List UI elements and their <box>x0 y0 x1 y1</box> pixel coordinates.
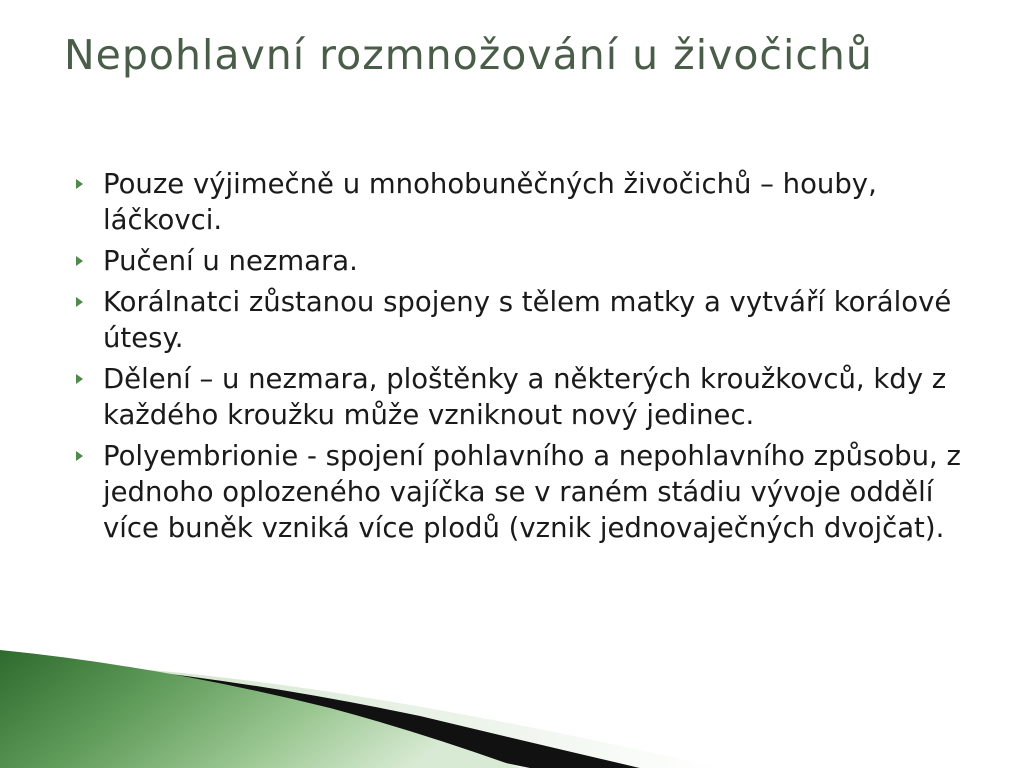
slide-title: Nepohlavní rozmnožování u živočichů <box>64 31 873 79</box>
bullet-arrow-icon <box>76 256 83 266</box>
bullet-text: Korálnatci zůstanou spojeny s tělem matky a vytváří korálové útesy. <box>103 286 952 354</box>
bullet-arrow-icon <box>76 297 83 307</box>
bullet-item <box>70 243 970 279</box>
decoration-light-wave <box>0 668 720 768</box>
decoration-black-stripe <box>0 658 640 768</box>
bullet-text: Polyembrionie - spojení pohlavního a nepohlavního způsobu, z jednoho oplozeného vajíčka se v raném stádiu vývoje oddělí více buněk vzniká více plodů (vznik jednovaječných dvojčat). <box>103 440 961 544</box>
bullet-item <box>70 361 970 433</box>
bullet-arrow-icon <box>76 374 83 384</box>
bullet-text: Dělení – u nezmara, ploštěnky a některých kroužkovců, kdy z každého kroužku může vzniknout nový jedinec. <box>103 363 947 431</box>
bullet-item <box>70 166 970 238</box>
decoration-green-wave <box>0 650 520 768</box>
bullet-item <box>70 438 970 546</box>
bullet-text: Pučení u nezmara. <box>103 245 358 277</box>
bullet-list <box>70 166 970 551</box>
bullet-arrow-icon <box>76 451 83 461</box>
bullet-item <box>70 284 970 356</box>
bullet-text: Pouze výjimečně u mnohobuněčných živočichů – houby, láčkovci. <box>103 168 877 236</box>
bullet-arrow-icon <box>76 179 83 189</box>
